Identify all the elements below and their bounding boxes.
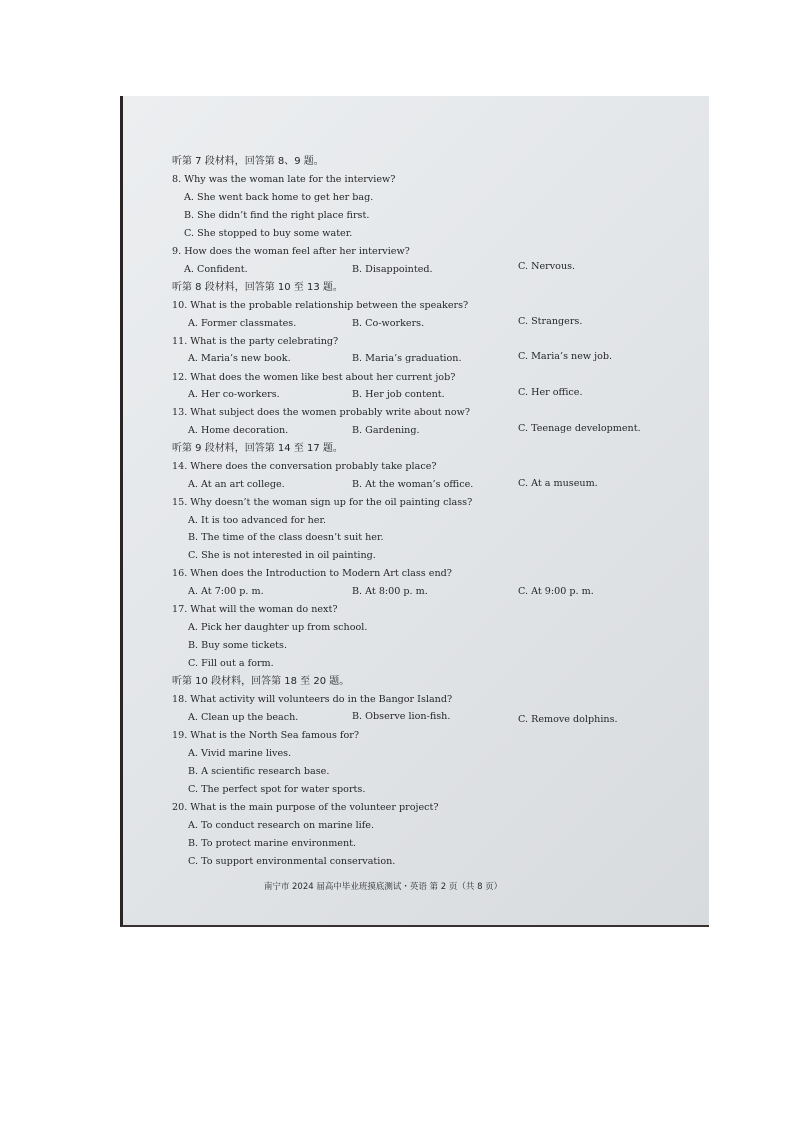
- question-16-option-c: C. At 9:00 p. m.: [518, 586, 594, 597]
- question-18-stem: 18. What activity will volunteers do in the Bangor Island?: [172, 694, 453, 705]
- question-20-option-b: B. To protect marine environment.: [188, 838, 357, 849]
- question-9-stem: 9. How does the woman feel after her interview?: [172, 246, 410, 257]
- question-12-option-a: A. Her co-workers.: [188, 389, 280, 400]
- question-11-option-c: C. Maria’s new job.: [518, 351, 613, 362]
- question-8-stem: 8. Why was the woman late for the interview?: [172, 174, 396, 185]
- question-8-option-c: C. She stopped to buy some water.: [184, 228, 353, 239]
- question-19-option-b: B. A scientific research base.: [188, 766, 330, 777]
- question-15-option-c: C. She is not interested in oil painting.: [188, 550, 376, 561]
- question-15-option-b: B. The time of the class doesn’t suit her.: [188, 532, 384, 543]
- question-18-option-c: C. Remove dolphins.: [518, 714, 618, 725]
- question-14-option-c: C. At a museum.: [518, 478, 598, 489]
- question-8-option-b: B. She didn’t find the right place first.: [184, 210, 370, 221]
- question-9-option-a: A. Confident.: [184, 264, 248, 275]
- question-19-option-c: C. The perfect spot for water sports.: [188, 784, 366, 795]
- question-13-option-a: A. Home decoration.: [188, 425, 289, 436]
- question-13-stem: 13. What subject does the women probably write about now?: [172, 407, 470, 418]
- question-17-stem: 17. What will the woman do next?: [172, 604, 338, 615]
- question-13-option-c: C. Teenage development.: [518, 423, 641, 434]
- question-11-stem: 11. What is the party celebrating?: [172, 336, 339, 347]
- question-9-option-c: C. Nervous.: [518, 261, 576, 272]
- question-15-option-a: A. It is too advanced for her.: [188, 515, 327, 526]
- question-16-stem: 16. When does the Introduction to Modern Art class end?: [172, 568, 452, 579]
- question-16-option-b: B. At 8:00 p. m.: [352, 586, 428, 597]
- question-19-option-a: A. Vivid marine lives.: [188, 748, 292, 759]
- question-20-option-a: A. To conduct research on marine life.: [188, 820, 375, 831]
- question-10-option-c: C. Strangers.: [518, 316, 583, 327]
- question-20-stem: 20. What is the main purpose of the volunteer project?: [172, 802, 439, 813]
- question-18-option-a: A. Clean up the beach.: [188, 712, 299, 723]
- question-14-option-a: A. At an art college.: [188, 479, 285, 490]
- question-17-option-c: C. Fill out a form.: [188, 658, 274, 669]
- question-10-stem: 10. What is the probable relationship between the speakers?: [172, 300, 469, 311]
- section-10-instruction: 听第 10 段材料，回答第 18 至 20 题。: [172, 676, 350, 687]
- page-footer: 南宁市 2024 届高中毕业班摸底测试・英语 第 2 页（共 8 页）: [263, 882, 503, 892]
- question-8-option-a: A. She went back home to get her bag.: [184, 192, 374, 203]
- section-9-instruction: 听第 9 段材料，回答第 14 至 17 题。: [172, 443, 343, 454]
- question-11-option-b: B. Maria’s graduation.: [352, 353, 462, 364]
- question-17-option-b: B. Buy some tickets.: [188, 640, 287, 651]
- question-10-option-a: A. Former classmates.: [188, 318, 297, 329]
- question-16-option-a: A. At 7:00 p. m.: [188, 586, 264, 597]
- question-12-option-b: B. Her job content.: [352, 389, 445, 400]
- question-15-stem: 15. Why doesn’t the woman sign up for the oil painting class?: [172, 497, 473, 508]
- question-19-stem: 19. What is the North Sea famous for?: [172, 730, 359, 741]
- question-20-option-c: C. To support environmental conservation.: [188, 856, 396, 867]
- section-8-instruction: 听第 8 段材料，回答第 10 至 13 题。: [172, 282, 343, 293]
- question-14-stem: 14. Where does the conversation probably take place?: [172, 461, 437, 472]
- question-12-option-c: C. Her office.: [518, 387, 583, 398]
- question-12-stem: 12. What does the women like best about her current job?: [172, 372, 456, 383]
- question-14-option-b: B. At the woman’s office.: [352, 479, 474, 490]
- question-13-option-b: B. Gardening.: [352, 425, 420, 436]
- question-11-option-a: A. Maria’s new book.: [188, 353, 291, 364]
- question-17-option-a: A. Pick her daughter up from school.: [188, 622, 368, 633]
- question-9-option-b: B. Disappointed.: [352, 264, 433, 275]
- question-10-option-b: B. Co-workers.: [352, 318, 425, 329]
- section-7-instruction: 听第 7 段材料，回答第 8、9 题。: [172, 156, 324, 167]
- question-18-option-b: B. Observe lion-fish.: [352, 711, 451, 722]
